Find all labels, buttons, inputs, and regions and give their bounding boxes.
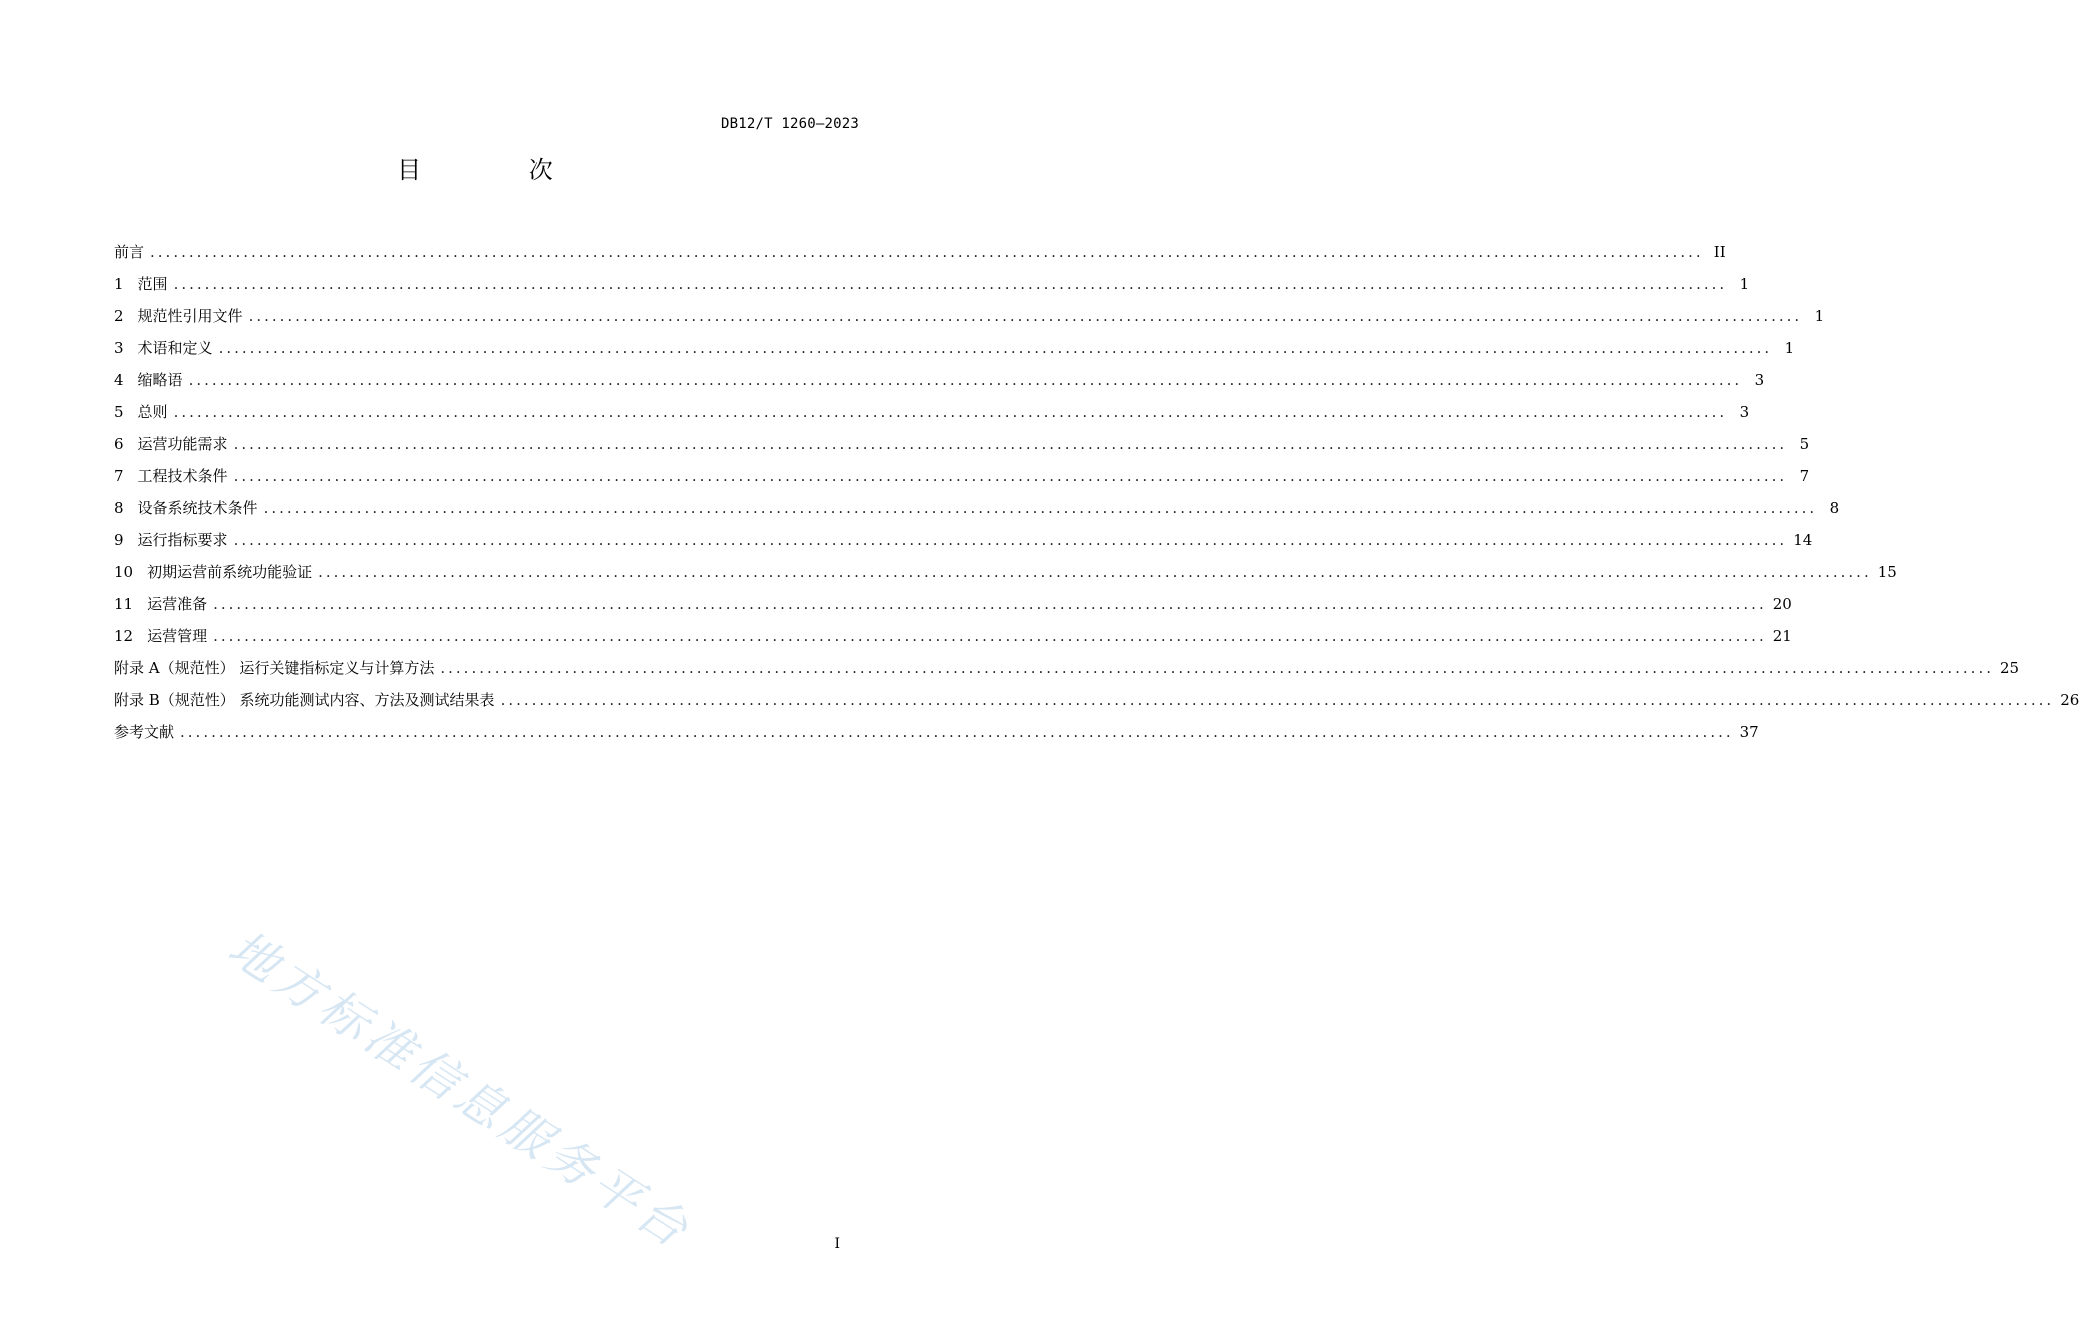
- dot-leader: ........................................................................................................................................................................................................: [233, 435, 1788, 453]
- toc-entry-title: 范围: [137, 275, 168, 293]
- toc-entry-page: 14: [1793, 531, 1813, 549]
- dot-leader: ........................................................................................................................................................................................................: [440, 659, 1994, 677]
- toc-entry-title: 前言: [114, 243, 145, 261]
- toc-entry-title: 规范性引用文件: [137, 307, 243, 325]
- toc-entry[interactable]: [114, 300, 1825, 332]
- dot-leader: ........................................................................................................................................................................................................: [233, 531, 1788, 549]
- toc-entry-number: 3: [114, 339, 124, 357]
- toc-entry[interactable]: [114, 588, 1792, 620]
- toc-entry-number: 12: [114, 627, 134, 645]
- page-title: 目 次: [397, 156, 603, 184]
- dot-leader: ........................................................................................................................................................................................................: [173, 403, 1728, 421]
- toc-entry[interactable]: [114, 268, 1750, 300]
- toc-entry-title: 运营管理: [147, 627, 208, 645]
- toc-entry[interactable]: [114, 332, 1795, 364]
- toc-entry[interactable]: [114, 428, 1810, 460]
- toc-entry-title: 附录 B（规范性） 系统功能测试内容、方法及测试结果表: [114, 691, 495, 709]
- toc-entry-page: 25: [2000, 659, 2020, 677]
- dot-leader: ........................................................................................................................................................................................................: [213, 595, 1767, 613]
- toc-entry[interactable]: [114, 460, 1810, 492]
- toc-entry-page: 1: [1784, 339, 1795, 357]
- watermark: 地方标准信息服务平台: [218, 919, 702, 1261]
- toc-entry-title: 工程技术条件: [137, 467, 228, 485]
- dot-leader: ........................................................................................................................................................................................................: [233, 467, 1788, 485]
- toc-entry[interactable]: [114, 652, 2020, 684]
- toc-entry[interactable]: [114, 524, 1813, 556]
- toc-entry[interactable]: [114, 492, 1840, 524]
- toc-entry-page: 3: [1739, 403, 1750, 421]
- toc-entry-page: 5: [1799, 435, 1810, 453]
- toc-entry[interactable]: [114, 364, 1765, 396]
- dot-leader: ........................................................................................................................................................................................................: [248, 307, 1803, 325]
- toc-entry-number: 8: [114, 499, 124, 517]
- toc-entry-number: 5: [114, 403, 124, 421]
- toc-entry-title: 设备系统技术条件: [137, 499, 258, 517]
- dot-leader: ........................................................................................................................................................................................................: [180, 723, 1734, 741]
- toc-entry-page: 15: [1877, 563, 1897, 581]
- page-number: I: [834, 1236, 840, 1252]
- toc-entry-number: 4: [114, 371, 124, 389]
- toc-entry[interactable]: [114, 684, 2079, 716]
- document-code: DB12/T 1260—2023: [720, 116, 859, 132]
- toc-entry-number: 7: [114, 467, 124, 485]
- toc-entry[interactable]: [114, 620, 1792, 652]
- dot-leader: ........................................................................................................................................................................................................: [318, 563, 1872, 581]
- toc-entry-number: 1: [114, 275, 124, 293]
- toc-entry-page: 7: [1799, 467, 1810, 485]
- toc-entry-page: 37: [1739, 723, 1759, 741]
- toc-entry-page: 20: [1772, 595, 1792, 613]
- dot-leader: ........................................................................................................................................................................................................: [500, 691, 2055, 709]
- toc-entry[interactable]: [114, 556, 1897, 588]
- toc-entry-page: 1: [1739, 275, 1750, 293]
- toc-entry-page: 8: [1829, 499, 1840, 517]
- toc-entry-page: 26: [2060, 691, 2079, 709]
- toc-entry-title: 运营功能需求: [137, 435, 228, 453]
- dot-leader: ........................................................................................................................................................................................................: [263, 499, 1818, 517]
- toc-entry-number: 10: [114, 563, 134, 581]
- toc-entry-page: 3: [1754, 371, 1765, 389]
- toc-entry-title: 运营准备: [147, 595, 208, 613]
- toc-entry-page: 1: [1814, 307, 1825, 325]
- toc-entry-page: 21: [1772, 627, 1792, 645]
- toc-entry[interactable]: [114, 236, 1726, 268]
- toc-entry-number: 2: [114, 307, 124, 325]
- toc-entry-title: 缩略语: [137, 371, 183, 389]
- toc-entry-number: 9: [114, 531, 124, 549]
- dot-leader: ........................................................................................................................................................................................................: [188, 371, 1743, 389]
- toc-entry[interactable]: [114, 396, 1750, 428]
- toc-entry-title: 运行指标要求: [137, 531, 228, 549]
- toc-entry-title: 总则: [137, 403, 168, 421]
- dot-leader: ........................................................................................................................................................................................................: [218, 339, 1773, 357]
- toc-entry-title: 参考文献: [114, 723, 175, 741]
- toc-entry-title: 术语和定义: [137, 339, 213, 357]
- toc-entry[interactable]: [114, 716, 1759, 748]
- toc-entry-number: 6: [114, 435, 124, 453]
- dot-leader: ........................................................................................................................................................................................................: [213, 627, 1767, 645]
- toc-entry-page: II: [1713, 243, 1726, 261]
- toc-entry-number: 11: [114, 595, 134, 613]
- table-of-contents: [114, 236, 2079, 748]
- toc-entry-title: 附录 A（规范性） 运行关键指标定义与计算方法: [114, 659, 435, 677]
- toc-entry-title: 初期运营前系统功能验证: [147, 563, 313, 581]
- dot-leader: ........................................................................................................................................................................................................: [150, 243, 1704, 261]
- dot-leader: ........................................................................................................................................................................................................: [173, 275, 1728, 293]
